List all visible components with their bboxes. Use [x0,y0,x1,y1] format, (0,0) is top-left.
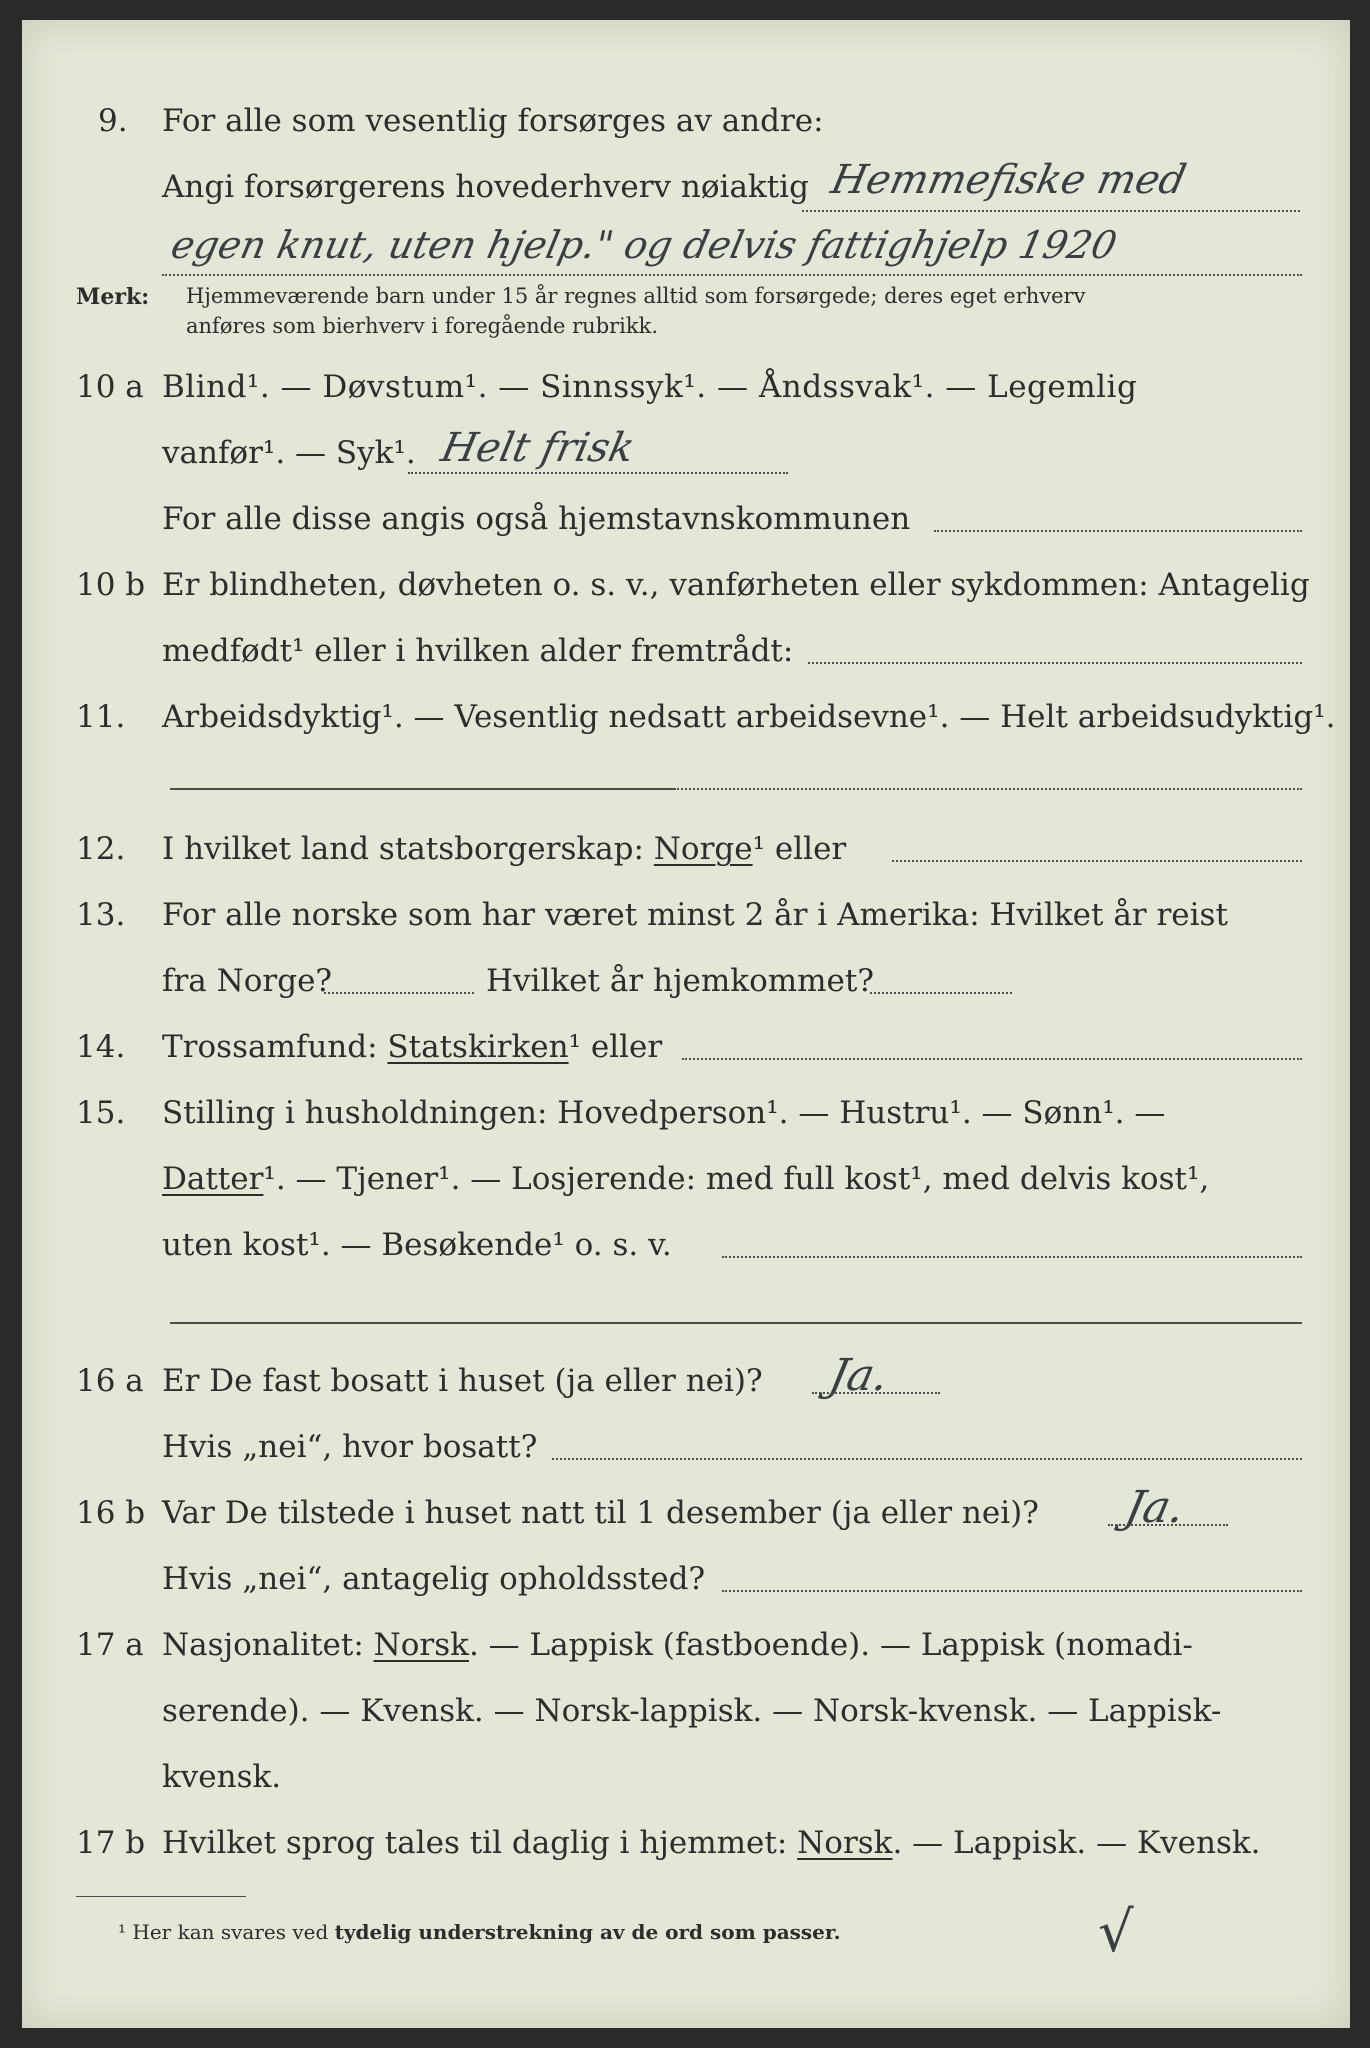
q9-answer-line1-dots [802,210,1300,212]
q15-rule [170,1322,1302,1324]
q12-dots [892,860,1302,862]
q17a-line2: serende). — Kvensk. — Norsk-lappisk. — Norsk-kvensk. — Lappisk- [162,1693,1222,1729]
q10b-line1: Er blindheten, døvheten o. s. v., vanførheten eller sykdommen: Antagelig [162,567,1310,603]
q16a-line2-dots [552,1458,1302,1460]
footnote-rule [76,1896,246,1897]
q17a-underlined-answer: Norsk [373,1627,469,1663]
q15-line2 [162,1161,1210,1197]
merk-label: Merk: [76,284,150,310]
q10a-answer: Helt frisk [437,425,639,471]
q10b-number: 10 b [76,567,146,603]
q15-line3: uten kost¹. — Besøkende¹ o. s. v. [162,1227,672,1263]
q16a-number: 16 a [76,1363,144,1399]
q10a-answer-dots [408,472,788,474]
q13-line1: For alle norske som har været minst 2 år i Amerika: Hvilket år reist [162,897,1228,933]
census-form-page [22,20,1350,2028]
q13-line2b: Hvilket år hjemkommet? [486,963,874,999]
merk-line2: anføres som bierhverv i foregående rubrikk. [186,314,659,338]
q15-number: 15. [76,1095,126,1131]
q9-line2: Angi forsørgerens hovederhverv nøiaktig [162,169,809,205]
q10a-line3: For alle disse angis også hjemstavnskommunen [162,501,911,537]
q9-number: 9. [98,103,128,139]
q17b-underlined-answer: Norsk [797,1825,893,1861]
q16a-line2: Hvis „nei“, hvor bosatt? [162,1429,538,1465]
q11-rule-right [674,788,1302,790]
q16b-number: 16 b [76,1495,146,1531]
q12-suffix: ¹ eller [752,831,847,867]
q14-line [162,1029,663,1065]
q17b-label: Hvilket sprog tales til daglig i hjemmet: [162,1825,788,1861]
q9-line1: For alle som vesentlig forsørges av andre: [162,103,824,139]
q12-number: 12. [76,831,126,867]
q14-suffix: ¹ eller [568,1029,663,1065]
q17a-line1 [162,1627,1193,1663]
q17a-line3: kvensk. [162,1759,282,1795]
q13-line2a: fra Norge? [162,963,333,999]
q9-answer-line2-dots [162,274,1302,276]
q17b-line [162,1825,1261,1861]
q11-number: 11. [76,699,126,735]
q16b-line1: Var De tilstede i huset natt til 1 desember (ja eller nei)? [162,1495,1039,1531]
q15-line1: Stilling i husholdningen: Hovedperson¹. — Hustru¹. — Sønn¹. — [162,1095,1166,1131]
q12-label: I hvilket land statsborgerskap: [162,831,644,867]
q13-line2b-dots [870,992,1012,994]
q10b-line2: medfødt¹ eller i hvilken alder fremtrådt: [162,633,794,669]
q17b-suffix: . — Lappisk. — Kvensk. [892,1825,1261,1861]
footnote-bold-text: tydelig understrekning av de ord som passer. [334,1920,841,1944]
merk-line1: Hjemmeværende barn under 15 år regnes alltid som forsørgede; deres eget erhverv [186,284,1086,308]
q13-line2a-dots [324,992,474,994]
q15-line2-rest: ¹. — Tjener¹. — Losjerende: med full kost¹, med delvis kost¹, [263,1161,1210,1197]
q14-number: 14. [76,1029,126,1065]
checkmark: √ [1098,1900,1134,1965]
q15-underlined-answer: Datter [162,1161,264,1197]
q16a-line1: Er De fast bosatt i huset (ja eller nei)? [162,1363,763,1399]
q12-line [162,831,847,867]
q17a-number: 17 a [76,1627,144,1663]
q17a-line1-rest: . — Lappisk (fastboende). — Lappisk (nomadi- [468,1627,1193,1663]
q10a-line1: Blind¹. — Døvstum¹. — Sinnssyk¹. — Åndssvak¹. — Legemlig [162,369,1138,405]
q10b-line2-dots [808,662,1302,664]
q12-underlined-answer: Norge [653,831,753,867]
footnote [118,1920,841,1944]
q11-line1: Arbeidsdyktig¹. — Vesentlig nedsatt arbeidsevne¹. — Helt arbeidsudyktig¹. [162,699,1336,735]
q14-dots [682,1058,1302,1060]
q15-line3-dots [722,1256,1302,1258]
q11-rule-left [170,788,674,790]
q10a-line3-dots [934,530,1302,532]
q17b-number: 17 b [76,1825,146,1861]
q9-answer-line1: Hemmefiske med [827,157,1191,203]
footnote-mark: ¹ [118,1920,127,1944]
q10a-number: 10 a [76,369,144,405]
q9-answer-line2: egen knut, uten hjelp." og delvis fattighjelp 1920 [167,223,1121,267]
q16b-line2: Hvis „nei“, antagelig opholdssted? [162,1561,706,1597]
q14-label: Trossamfund: [162,1029,378,1065]
q16a-answer: Ja. [824,1350,894,1401]
q14-underlined-answer: Statskirken [387,1029,569,1065]
q16a-answer-dots [812,1392,940,1394]
q16b-answer: Ja. [1120,1482,1190,1533]
q10a-line2: vanfør¹. — Syk¹. [162,435,416,471]
q16b-line2-dots [722,1590,1302,1592]
q13-number: 13. [76,897,126,933]
footnote-text: Her kan svares ved [132,1920,329,1944]
q17a-label: Nasjonalitet: [162,1627,364,1663]
q16b-answer-dots [1108,1524,1228,1526]
